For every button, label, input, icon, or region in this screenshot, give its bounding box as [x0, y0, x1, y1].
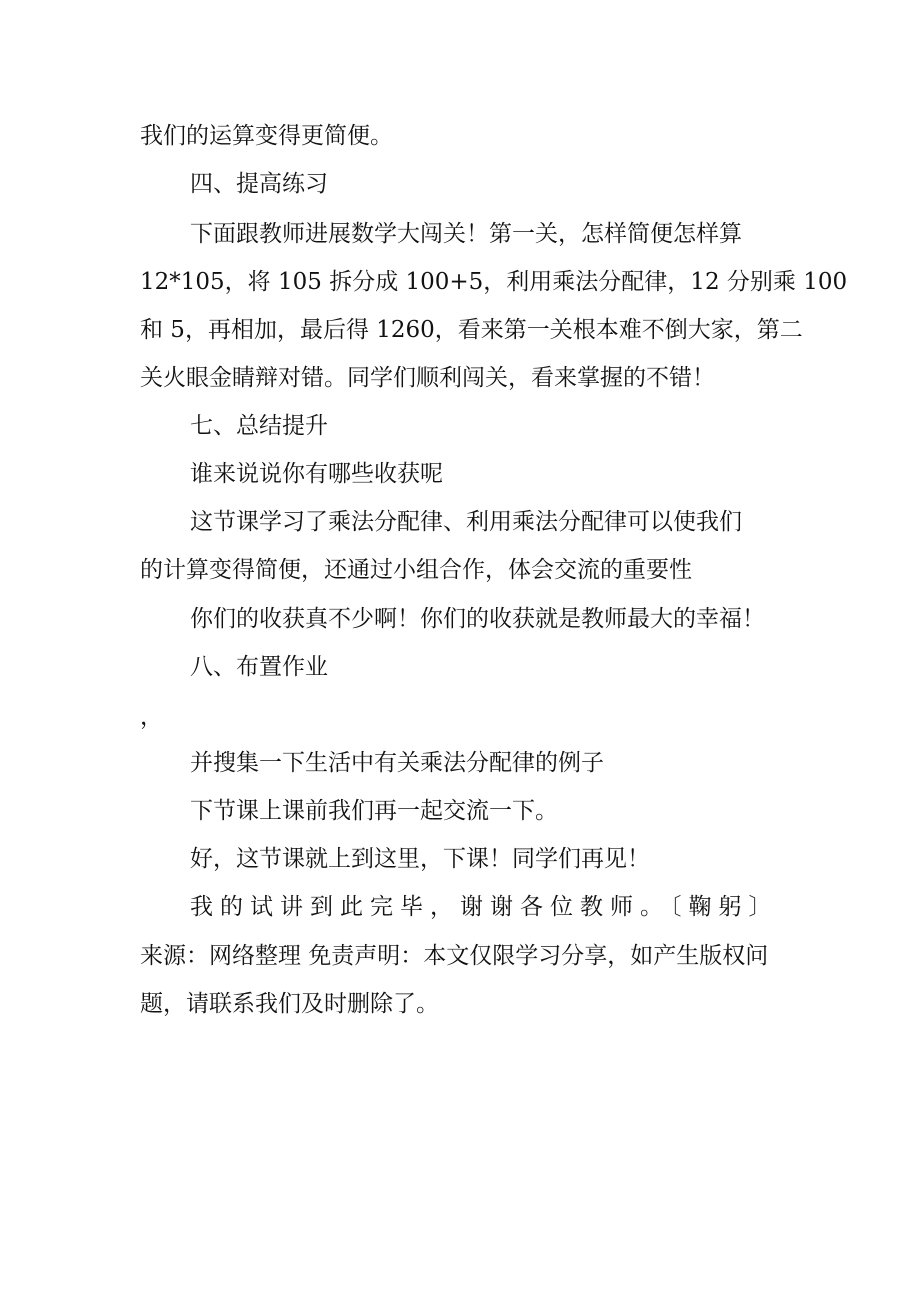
section-heading-summary: 七、总结提升 [190, 413, 328, 439]
text-line-comma: ， [140, 704, 163, 730]
text-line-11: 你们的收获真不少啊！你们的收获就是教师最大的幸福！ [190, 606, 765, 632]
text-line-9: 这节课学习了乘法分配律、利用乘法分配律可以使我们 [190, 509, 742, 535]
text-line-16: 好，这节课就上到这里，下课！同学们再见！ [190, 846, 650, 872]
text-line-5: 和 5，再相加，最后得 1260，看来第一关根本难不倒大家，第二 [140, 317, 803, 343]
section-heading-improve-practice: 四、提高练习 [190, 171, 328, 197]
text-line-1: 我们的运算变得更简便。 [140, 123, 393, 149]
disclaimer-continuation-line: 题，请联系我们及时删除了。 [140, 991, 439, 1017]
text-line-3: 下面跟教师进展数学大闯关！第一关，怎样简便怎样算 [190, 221, 742, 247]
text-line-10: 的计算变得简便，还通过小组合作，体会交流的重要性 [140, 557, 692, 583]
section-heading-homework: 八、布置作业 [190, 654, 328, 680]
text-line-14: 并搜集一下生活中有关乘法分配律的例子 [190, 750, 604, 776]
text-line-17: 我的试讲到此完毕，谢谢各位教师。〔鞠躬〕 [190, 894, 779, 920]
text-line-4: 12*105，将 105 拆分成 100+5，利用乘法分配律，12 分别乘 100 [140, 269, 848, 295]
text-line-8: 谁来说说你有哪些收获呢 [190, 461, 443, 487]
source-disclaimer-line: 来源：网络整理 免责声明：本文仅限学习分享，如产生版权问 [140, 943, 769, 969]
text-line-15: 下节课上课前我们再一起交流一下。 [190, 798, 558, 824]
text-line-6: 关火眼金睛辩对错。同学们顺利闯关，看来掌握的不错！ [140, 365, 715, 391]
